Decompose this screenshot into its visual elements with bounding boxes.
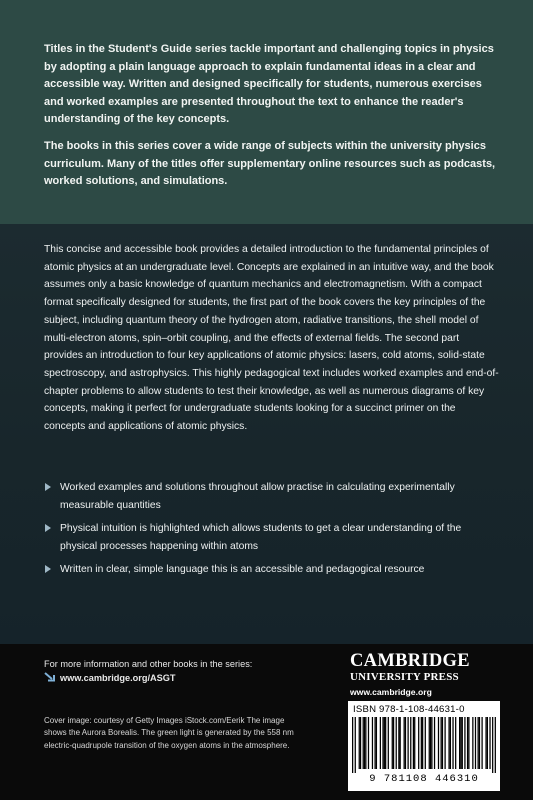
feature-item — [44, 561, 499, 579]
series-link[interactable] — [44, 671, 176, 686]
feature-text: Written in clear, simple language this is an accessible and pedagogical resource — [60, 564, 425, 575]
feature-text: Physical intuition is highlighted which allows students to get a clear understanding of the physical processes happening within atoms — [60, 523, 462, 552]
footer — [0, 644, 533, 800]
book-description-section — [0, 224, 533, 644]
publisher-press: UNIVERSITY PRESS — [350, 671, 459, 683]
triangle-right-icon — [45, 524, 51, 532]
publisher-logo — [350, 651, 470, 684]
more-info-text: For more information and other books in the series: — [44, 659, 253, 669]
arrow-down-right-icon — [44, 672, 56, 682]
feature-item — [44, 520, 499, 556]
publisher-url: www.cambridge.org — [350, 687, 432, 697]
feature-item — [44, 479, 499, 515]
feature-text: Worked examples and solutions throughout allow practise in calculating experimentally measurable quantities — [60, 482, 455, 511]
isbn-digits: 9 781108 446310 — [369, 773, 479, 785]
series-blurb — [0, 0, 533, 224]
isbn-label: ISBN 978-1-108-44631-0 — [353, 704, 465, 715]
isbn-barcode — [348, 701, 500, 791]
book-description: This concise and accessible book provides a detailed introduction to the fundamental principles of atomic physics at an undergraduate level. Concepts are explained in an intuitive way, and the book assumes only a basic knowledge of quantum mechanics and electromagnetism. With a compact format specifically designed for students, the first part of the book covers the key principles of the subject, including quantum theory of the hydrogen atom, radiative transitions, the shell model of multi-electron atoms, spin–orbit coupling, and the effects of external fields. The second part provides an introduction to four key applications of atomic physics: lasers, cold atoms, solid-state spectroscopy, and astrophysics. This highly pedagogical text includes worked examples and end-of-chapter problems to allow students to test their knowledge, as well as numerous diagrams of key concepts, making it perfect for undergraduate students looking for a succinct primer on the concepts and applications of atomic physics. — [44, 244, 499, 433]
feature-list — [44, 479, 499, 584]
cover-credit: Cover image: courtesy of Getty Images iStock.com/Eerik The image shows the Aurora Borealis. The green light is generated by the 558 nm electric-quadrupole transition of the oxygen atoms in the atmosphere. — [44, 716, 294, 750]
series-blurb-paragraph-1: Titles in the Student's Guide series tackle important and challenging topics in physics by adopting a plain language approach to explain fundamental ideas in a clear and accessible way. Written and designed specifically for students, numerous exercises and worked examples are presented throughout the text to enhance the reader's understanding of the key concepts. — [44, 43, 494, 126]
triangle-right-icon — [45, 565, 51, 573]
publisher-name: CAMBRIDGE — [350, 651, 470, 671]
series-url: www.cambridge.org/ASGT — [60, 673, 176, 683]
barcode-icon — [352, 717, 496, 773]
series-blurb-paragraph-2: The books in this series cover a wide range of subjects within the university physics curriculum. Many of the titles offer supplementary online resources such as podcasts, worked solutions, and simulations. — [44, 140, 496, 188]
triangle-right-icon — [45, 483, 51, 491]
